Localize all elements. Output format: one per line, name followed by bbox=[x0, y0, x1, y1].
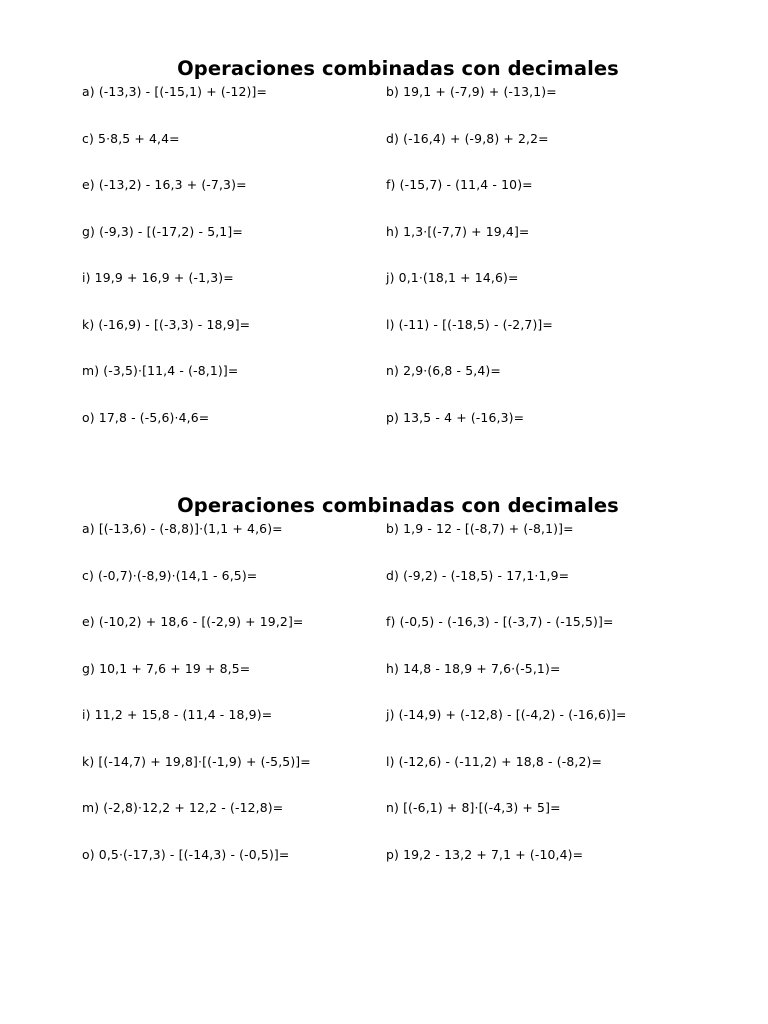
exercise-n: n) [(-6,1) + 8]·[(-4,3) + 5]= bbox=[386, 800, 561, 815]
exercise-h: h) 1,3·[(-7,7) + 19,4]= bbox=[386, 223, 530, 239]
exercise-f: f) (-0,5) - (-16,3) - [(-3,7) - (-15,5)]= bbox=[386, 614, 614, 629]
exercise-j: j) 0,1·(18,1 + 14,6)= bbox=[386, 270, 519, 285]
exercise-row bbox=[0, 568, 768, 615]
exercise-row bbox=[0, 800, 768, 847]
exercise-l: l) (-12,6) - (-11,2) + 18,8 - (-8,2)= bbox=[386, 753, 602, 769]
exercise-l: l) (-11) - [(-18,5) - (-2,7)]= bbox=[386, 316, 553, 332]
exercise-p: p) 13,5 - 4 + (-16,3)= bbox=[386, 409, 525, 425]
exercise-g: g) (-9,3) - [(-17,2) - 5,1]= bbox=[82, 223, 243, 239]
exercise-row bbox=[0, 363, 768, 410]
exercise-b: b) 19,1 + (-7,9) + (-13,1)= bbox=[386, 84, 557, 99]
exercise-b: b) 1,9 - 12 - [(-8,7) + (-8,1)]= bbox=[386, 521, 574, 536]
worksheet-title: Operaciones combinadas con decimales bbox=[177, 494, 619, 517]
exercise-row bbox=[0, 131, 768, 178]
exercise-e: e) (-10,2) + 18,6 - [(-2,9) + 19,2]= bbox=[82, 614, 304, 629]
exercise-h: h) 14,8 - 18,9 + 7,6·(-5,1)= bbox=[386, 660, 561, 676]
exercise-row bbox=[0, 270, 768, 317]
exercise-m: m) (-3,5)·[11,4 - (-8,1)]= bbox=[82, 363, 239, 378]
exercise-m: m) (-2,8)·12,2 + 12,2 - (-12,8)= bbox=[82, 800, 284, 815]
exercise-row bbox=[0, 410, 768, 457]
exercise-row bbox=[0, 614, 768, 661]
exercise-a: a) (-13,3) - [(-15,1) + (-12)]= bbox=[82, 84, 268, 99]
exercise-row bbox=[0, 177, 768, 224]
exercise-k: k) [(-14,7) + 19,8]·[(-1,9) + (-5,5)]= bbox=[82, 753, 311, 769]
exercise-d: d) (-9,2) - (-18,5) - 17,1·1,9= bbox=[386, 567, 570, 583]
exercise-k: k) (-16,9) - [(-3,3) - 18,9]= bbox=[82, 316, 251, 332]
exercise-i: i) 11,2 + 15,8 - (11,4 - 18,9)= bbox=[82, 707, 273, 722]
exercise-row bbox=[0, 754, 768, 801]
worksheet-1 bbox=[0, 56, 768, 456]
exercise-row bbox=[0, 224, 768, 271]
exercise-g: g) 10,1 + 7,6 + 19 + 8,5= bbox=[82, 660, 251, 676]
exercise-o: o) 17,8 - (-5,6)·4,6= bbox=[82, 409, 210, 425]
exercise-row bbox=[0, 661, 768, 708]
worksheet-title: Operaciones combinadas con decimales bbox=[177, 57, 619, 80]
exercise-row bbox=[0, 84, 768, 131]
exercise-d: d) (-16,4) + (-9,8) + 2,2= bbox=[386, 130, 549, 146]
exercise-o: o) 0,5·(-17,3) - [(-14,3) - (-0,5)]= bbox=[82, 846, 290, 862]
worksheet-2 bbox=[0, 493, 768, 893]
exercise-n: n) 2,9·(6,8 - 5,4)= bbox=[386, 363, 501, 378]
exercise-a: a) [(-13,6) - (-8,8)]·(1,1 + 4,6)= bbox=[82, 521, 283, 536]
exercise-list bbox=[0, 521, 768, 893]
exercise-row bbox=[0, 847, 768, 894]
exercise-e: e) (-13,2) - 16,3 + (-7,3)= bbox=[82, 177, 247, 192]
exercise-row bbox=[0, 521, 768, 568]
exercise-row bbox=[0, 707, 768, 754]
exercise-i: i) 19,9 + 16,9 + (-1,3)= bbox=[82, 270, 234, 285]
exercise-row bbox=[0, 317, 768, 364]
exercise-list bbox=[0, 84, 768, 456]
exercise-c: c) (-0,7)·(-8,9)·(14,1 - 6,5)= bbox=[82, 567, 258, 583]
exercise-c: c) 5·8,5 + 4,4= bbox=[82, 130, 180, 146]
exercise-f: f) (-15,7) - (11,4 - 10)= bbox=[386, 177, 533, 192]
exercise-j: j) (-14,9) + (-12,8) - [(-4,2) - (-16,6)]= bbox=[386, 707, 627, 722]
exercise-p: p) 19,2 - 13,2 + 7,1 + (-10,4)= bbox=[386, 846, 584, 862]
